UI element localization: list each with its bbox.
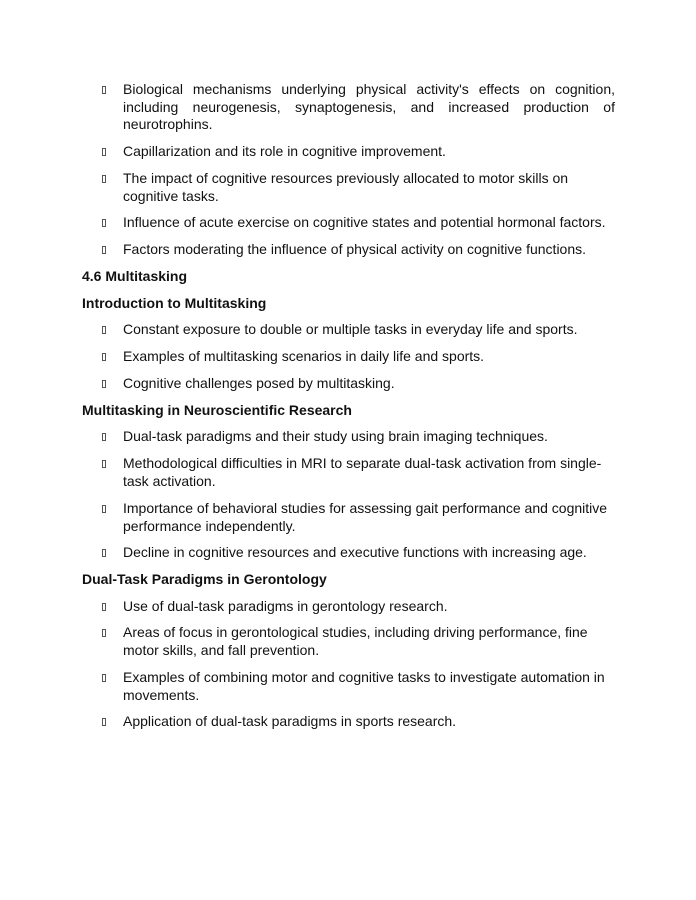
bullet-icon xyxy=(102,718,106,726)
list-item: Use of dual-task paradigms in gerontology research. xyxy=(123,598,448,614)
bullet-icon xyxy=(102,629,106,637)
section-heading: 4.6 Multitasking xyxy=(82,268,188,284)
bullet-icon xyxy=(102,326,106,334)
list-item: Decline in cognitive resources and executive functions with increasing age. xyxy=(123,544,587,560)
list-item: Examples of combining motor and cognitive tasks to investigate automation in movements. xyxy=(123,669,605,703)
bullet-icon xyxy=(102,353,106,361)
list-item: The impact of cognitive resources previously allocated to motor skills on cognitive tasks. xyxy=(123,170,569,204)
list-item: Capillarization and its role in cognitive improvement. xyxy=(123,143,446,159)
list-item: Examples of multitasking scenarios in daily life and sports. xyxy=(123,348,485,364)
list-item: Factors moderating the influence of physical activity on cognitive functions. xyxy=(123,241,587,257)
list-item: Importance of behavioral studies for assessing gait performance and cognitive performance independently. xyxy=(123,500,608,534)
list-item: Areas of focus in gerontological studies, including driving performance, fine motor skills, and fall prevention. xyxy=(123,624,588,658)
bullet-icon xyxy=(102,246,106,254)
bullet-icon xyxy=(102,460,106,468)
subsection-heading: Multitasking in Neuroscientific Research xyxy=(82,402,352,418)
list-item: Application of dual-task paradigms in sports research. xyxy=(123,713,457,729)
subsection-heading: Introduction to Multitasking xyxy=(82,295,267,311)
bullet-icon xyxy=(102,505,106,513)
bullet-icon xyxy=(102,433,106,441)
list-item: Constant exposure to double or multiple tasks in everyday life and sports. xyxy=(123,321,578,337)
list-item: Biological mechanisms underlying physical activity's effects on cognition, including neurogenesis, synaptogenesis, and increased production of neurotrophins. xyxy=(123,81,615,132)
bullet-icon xyxy=(102,86,106,94)
list-item: Methodological difficulties in MRI to separate dual-task activation from single-task activation. xyxy=(123,455,602,489)
bullet-icon xyxy=(102,175,106,183)
subsection-heading: Dual-Task Paradigms in Gerontology xyxy=(82,571,327,587)
bullet-icon xyxy=(102,603,106,611)
list-item: Dual-task paradigms and their study using brain imaging techniques. xyxy=(123,428,548,444)
bullet-icon xyxy=(102,674,106,682)
bullet-icon xyxy=(102,549,106,557)
bullet-icon xyxy=(102,219,106,227)
bullet-icon xyxy=(102,380,106,388)
list-item: Influence of acute exercise on cognitive states and potential hormonal factors. xyxy=(123,214,606,230)
list-item: Cognitive challenges posed by multitasking. xyxy=(123,375,395,391)
bullet-icon xyxy=(102,148,106,156)
